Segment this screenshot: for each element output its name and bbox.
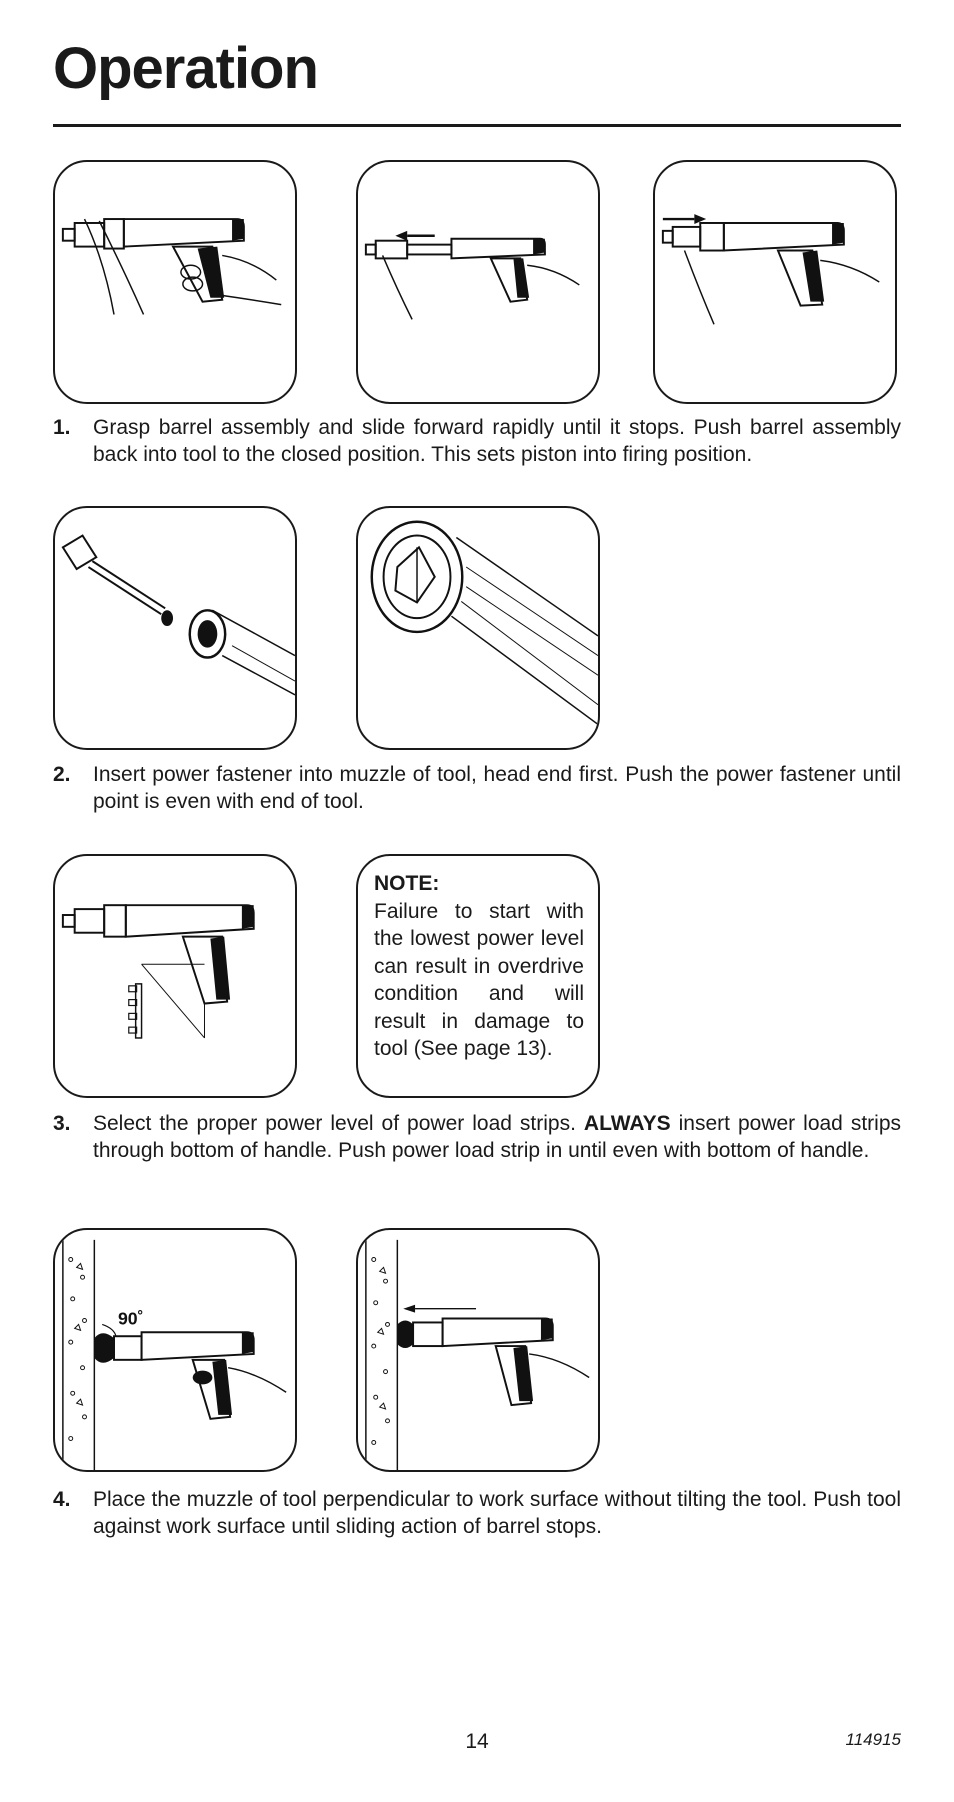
figure-fastener-insert [53, 506, 297, 750]
note-box [356, 854, 600, 1098]
step-number: 1. [53, 416, 71, 439]
document-code: 114915 [845, 1730, 901, 1749]
title-rule [53, 124, 901, 127]
step-number: 4. [53, 1488, 71, 1511]
figure-slide-forward [356, 160, 600, 404]
figure-push-against-surface [356, 1228, 600, 1472]
figure-grasp-barrel [53, 160, 297, 404]
figure-perpendicular [53, 1228, 297, 1472]
work-surface-illustration [358, 1230, 598, 1470]
tool-hand-illustration [358, 162, 598, 402]
step-emphasis: ALWAYS [583, 1112, 671, 1135]
step-text-before: Select the proper power level of power load strips. [93, 1112, 584, 1135]
step-number: 3. [53, 1112, 71, 1135]
step-text: Insert power fastener into muzzle of tool, head end first. Push the power fastener until point is even with end of tool. [93, 763, 901, 813]
step-text: Grasp barrel assembly and slide forward rapidly until it stops. Push barrel assembly back into tool to the closed position. This sets piston into firing position. [93, 416, 901, 466]
muzzle-closeup-illustration [358, 508, 598, 748]
tool-hand-illustration [655, 162, 895, 402]
step-1 [53, 414, 901, 468]
figure-load-strip [53, 854, 297, 1098]
step-2 [53, 761, 901, 815]
step-3 [53, 1110, 901, 1164]
figure-push-back [653, 160, 897, 404]
work-surface-illustration [55, 1230, 295, 1470]
angle-label: 90˚ [117, 1308, 144, 1329]
step-number: 2. [53, 763, 71, 786]
step-text: Place the muzzle of tool perpendicular to work surface without tilting the tool. Push tool against work surface until sliding action of barrel stops. [93, 1488, 901, 1538]
step-text-after: insert power load strips through bottom of handle. Push power load strip in until even with bottom of handle. [93, 1112, 902, 1162]
load-strip-illustration [55, 856, 295, 1096]
page-number: 14 [465, 1730, 489, 1753]
step-4 [53, 1486, 901, 1540]
page-title: Operation [53, 36, 318, 101]
tool-hand-illustration [55, 162, 295, 402]
figure-fastener-closeup [356, 506, 600, 750]
fastener-muzzle-illustration [55, 508, 295, 748]
note-body: Failure to start with the lowest power level can result in overdrive condition and will result in damage to tool (See page 13). [374, 899, 584, 1060]
note-title: NOTE: [374, 872, 440, 895]
